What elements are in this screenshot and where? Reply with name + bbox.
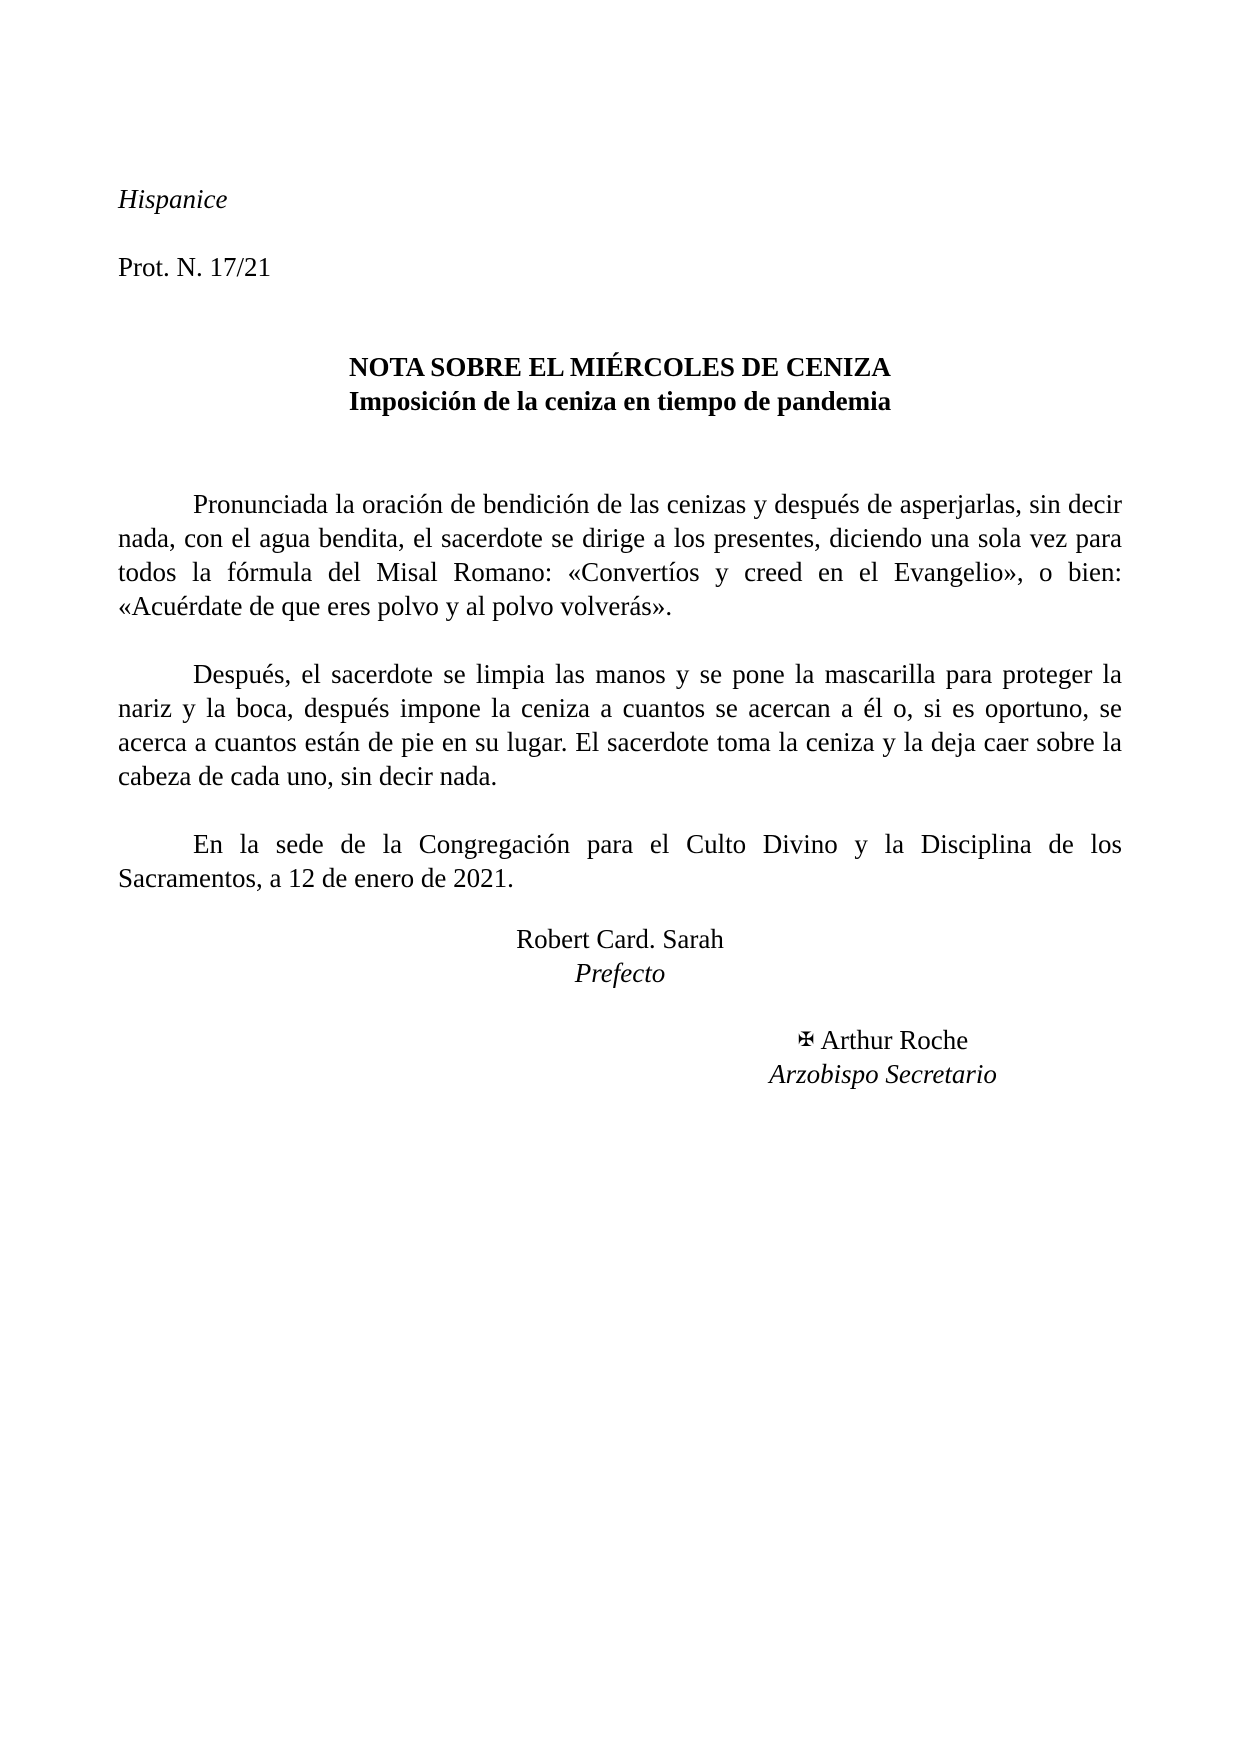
document-subtitle: Imposición de la ceniza en tiempo de pandemia (348, 386, 892, 416)
cross-icon: ✠ (797, 1027, 815, 1051)
document-body (118, 487, 1122, 929)
paragraph: Después, el sacerdote se limpia las manos y se pone la mascarilla para proteger la nariz y la boca, después impone la ceniza a cuantos se acercan a él o, si es oportuno, se acerca a cuantos están de pie en su lugar. El sacerdote toma la ceniza y la deja caer sobre la cabeza de cada uno, sin decir nada. (118, 659, 1122, 791)
protocol-number: Prot. N. 17/21 (118, 252, 272, 282)
title-block (118, 350, 1122, 418)
signature-prefect (462, 922, 778, 990)
signatory-role: Prefecto (574, 958, 666, 988)
signature-secretary (727, 1022, 1039, 1091)
signatory-name: Arthur Roche (820, 1025, 969, 1055)
signatory-name-line (727, 1022, 1039, 1057)
paragraph: En la sede de la Congregación para el Culto Divino y la Disciplina de los Sacramentos, a 12 de enero de 2021. (118, 829, 1122, 893)
paragraph: Pronunciada la oración de bendición de las cenizas y después de asperjarlas, sin decir nada, con el agua bendita, el sacerdote se dirige a los presentes, diciendo una sola vez para todos la fórmula del Misal Romano: «Convertíos y creed en el Evangelio», o bien: «Acuérdate de que eres polvo y al polvo volverás». (118, 489, 1122, 621)
document-title: NOTA SOBRE EL MIÉRCOLES DE CENIZA (349, 352, 891, 382)
language-label: Hispanice (118, 184, 228, 214)
signatory-name: Robert Card. Sarah (516, 924, 724, 954)
signatory-role: Arzobispo Secretario (769, 1059, 997, 1089)
